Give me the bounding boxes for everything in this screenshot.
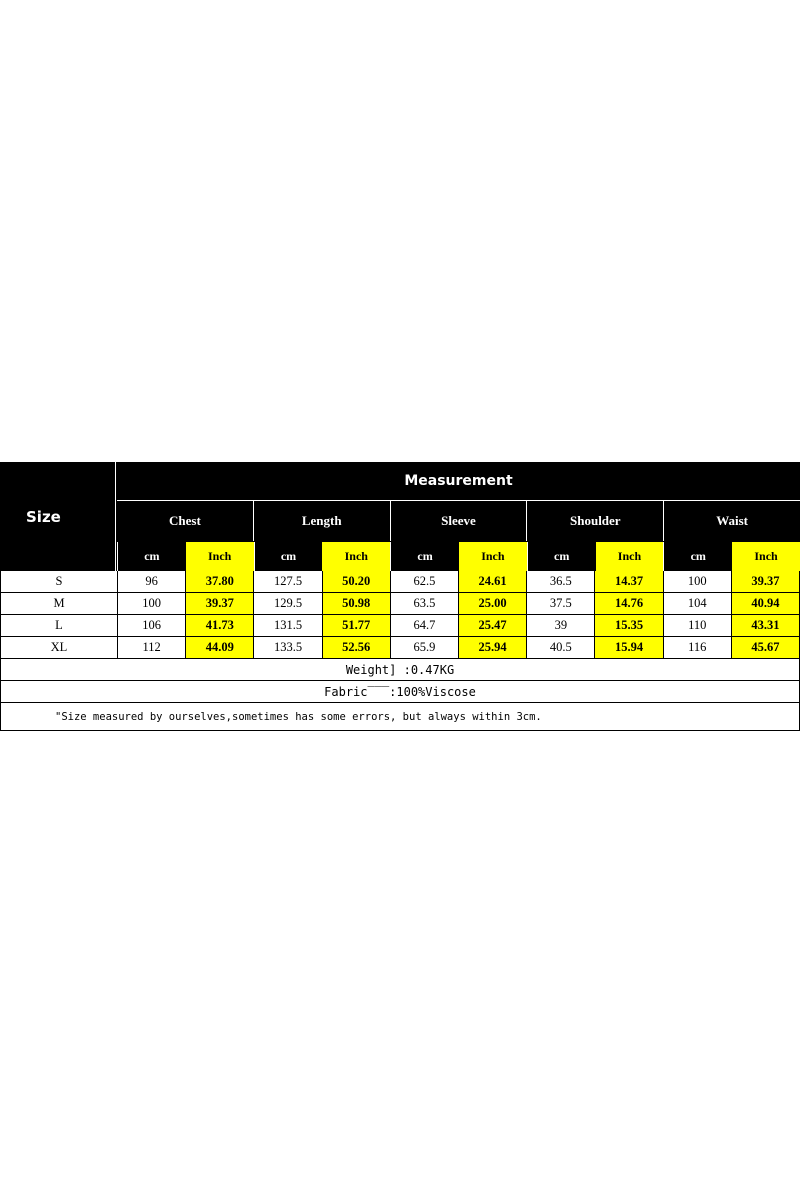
sleeve-inch: 24.61 — [458, 571, 526, 592]
unit-inch: Inch — [732, 542, 800, 571]
chest-cm: 106 — [117, 615, 185, 636]
size-rows — [0, 571, 800, 659]
length-inch: 52.56 — [322, 637, 390, 658]
sleeve-inch: 25.94 — [458, 637, 526, 658]
unit-cm: cm — [254, 542, 323, 571]
size-cell: XL — [0, 637, 117, 658]
group-sleeve: Sleeve — [390, 501, 527, 541]
waist-inch: 45.67 — [731, 637, 800, 658]
table-row — [0, 615, 800, 637]
unit-inch: Inch — [186, 542, 254, 571]
chest-inch: 39.37 — [185, 593, 253, 614]
length-cm: 129.5 — [253, 593, 321, 614]
size-chart — [0, 462, 800, 731]
shoulder-cm: 37.5 — [526, 593, 594, 614]
shoulder-inch: 14.76 — [594, 593, 662, 614]
chest-cm: 100 — [117, 593, 185, 614]
length-inch: 51.77 — [322, 615, 390, 636]
waist-cm: 116 — [663, 637, 731, 658]
chest-inch: 44.09 — [185, 637, 253, 658]
unit-inch: Inch — [596, 542, 664, 571]
size-cell: L — [0, 615, 117, 636]
size-cell: S — [0, 571, 117, 592]
length-cm: 127.5 — [253, 571, 321, 592]
table-row — [0, 593, 800, 615]
length-cm: 131.5 — [253, 615, 321, 636]
chest-inch: 41.73 — [185, 615, 253, 636]
unit-row — [117, 542, 800, 571]
table-row — [0, 637, 800, 659]
table-row — [0, 571, 800, 593]
unit-inch: Inch — [322, 542, 390, 571]
waist-cm: 100 — [663, 571, 731, 592]
waist-inch: 43.31 — [731, 615, 800, 636]
waist-cm: 104 — [663, 593, 731, 614]
weight-row: Weight] :0.47KG — [0, 659, 800, 681]
group-shoulder: Shoulder — [526, 501, 663, 541]
size-header: Size — [0, 462, 116, 571]
group-chest: Chest — [169, 513, 201, 528]
size-note: "Size measured by ourselves,sometimes has some errors, but always within 3cm. — [0, 703, 800, 731]
chest-cm: 112 — [117, 637, 185, 658]
unit-cm: cm — [390, 542, 459, 571]
length-cm: 133.5 — [253, 637, 321, 658]
shoulder-inch: 15.94 — [594, 637, 662, 658]
shoulder-inch: 14.37 — [594, 571, 662, 592]
sleeve-cm: 64.7 — [390, 615, 458, 636]
sleeve-cm: 63.5 — [390, 593, 458, 614]
shoulder-cm: 40.5 — [526, 637, 594, 658]
fabric-row: Fabric‾‾‾:100%Viscose — [0, 681, 800, 703]
length-inch: 50.20 — [322, 571, 390, 592]
sleeve-cm: 65.9 — [390, 637, 458, 658]
sleeve-inch: 25.47 — [458, 615, 526, 636]
shoulder-cm: 36.5 — [526, 571, 594, 592]
unit-cm: cm — [117, 542, 186, 571]
unit-cm: cm — [663, 542, 732, 571]
waist-inch: 39.37 — [731, 571, 800, 592]
waist-inch: 40.94 — [731, 593, 800, 614]
size-cell: M — [0, 593, 117, 614]
group-length: Length — [253, 501, 390, 541]
measurement-title: Measurement — [117, 462, 800, 501]
chest-inch: 37.80 — [185, 571, 253, 592]
length-inch: 50.98 — [322, 593, 390, 614]
shoulder-cm: 39 — [526, 615, 594, 636]
unit-inch: Inch — [459, 542, 527, 571]
size-chart-header — [0, 462, 800, 571]
sleeve-inch: 25.00 — [458, 593, 526, 614]
chest-cm: 96 — [117, 571, 185, 592]
measurement-groups — [117, 501, 800, 541]
sleeve-cm: 62.5 — [390, 571, 458, 592]
group-waist: Waist — [663, 501, 800, 541]
unit-cm: cm — [527, 542, 596, 571]
shoulder-inch: 15.35 — [594, 615, 662, 636]
waist-cm: 110 — [663, 615, 731, 636]
